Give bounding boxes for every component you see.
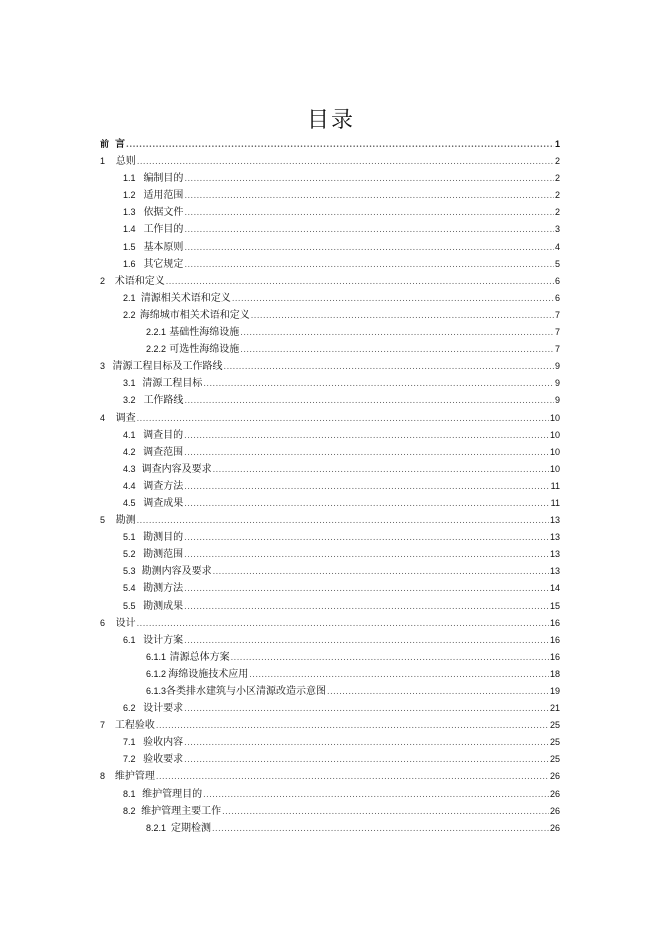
toc-dot-leader xyxy=(184,478,549,495)
toc-entry-label: 勘测成果 xyxy=(143,600,184,612)
toc-dot-leader xyxy=(126,136,554,153)
toc-entry[interactable] xyxy=(100,239,560,256)
toc-dot-leader xyxy=(184,751,549,768)
toc-entry-page: 7 xyxy=(554,344,560,355)
toc-entry-page: 11 xyxy=(550,480,560,491)
toc-entry-label: 基本原则 xyxy=(143,241,184,253)
toc-dot-leader xyxy=(137,410,549,427)
toc-entry-label: 依据文件 xyxy=(143,207,184,219)
toc-entry-label: 验收内容 xyxy=(143,737,184,749)
toc-entry-page: 10 xyxy=(549,429,560,440)
toc-entry-label: 定期检测 xyxy=(171,822,212,834)
toc-entry-page: 1 xyxy=(554,139,560,149)
toc-dot-leader xyxy=(184,239,554,256)
toc-entry-page: 26 xyxy=(549,805,560,816)
toc-dot-leader xyxy=(231,649,549,666)
toc-dot-leader xyxy=(212,820,549,837)
toc-entry-number: 7 xyxy=(100,720,106,731)
toc-entry-number: 7.1 xyxy=(123,737,136,748)
toc-entry[interactable] xyxy=(100,290,560,307)
toc-entry[interactable] xyxy=(100,358,560,375)
toc-entry[interactable] xyxy=(100,221,560,238)
toc-entry-page: 10 xyxy=(549,463,560,474)
toc-entry[interactable] xyxy=(100,495,560,512)
toc-entry-page: 16 xyxy=(549,634,560,645)
toc-entry-label: 总则 xyxy=(115,156,136,168)
toc-entry-label: 工程验收 xyxy=(114,720,155,732)
toc-entry-page: 6 xyxy=(554,275,560,286)
toc-entry-label: 调查成果 xyxy=(143,497,184,509)
toc-dot-leader xyxy=(184,221,554,238)
toc-entry-page: 18 xyxy=(549,668,560,679)
toc-dot-leader xyxy=(184,580,549,597)
toc-entry[interactable] xyxy=(100,307,560,324)
toc-entry-page: 25 xyxy=(549,754,560,765)
toc-entry-number: 5.5 xyxy=(123,600,136,611)
toc-entry-number: 1.2 xyxy=(123,190,136,201)
toc-entry[interactable] xyxy=(100,649,560,666)
toc-entry-number: 6.1.2 xyxy=(146,668,167,679)
toc-entry[interactable] xyxy=(100,768,560,785)
toc-entry-page: 2 xyxy=(554,173,560,184)
toc-entry-label: 维护管理主要工作 xyxy=(141,805,222,817)
toc-entry-page: 11 xyxy=(550,497,560,508)
toc-entry-label: 编制目的 xyxy=(143,173,184,185)
toc-entry-number: 1.3 xyxy=(123,207,136,218)
toc-entry-label: 设计要求 xyxy=(143,703,184,715)
toc-entry[interactable] xyxy=(100,392,560,409)
toc-dot-leader xyxy=(184,256,554,273)
toc-entry-label: 可选性海绵设施 xyxy=(169,344,240,356)
toc-entry-label: 清源工程目标及工作路线 xyxy=(112,361,223,373)
toc-entry-number: 5.2 xyxy=(123,549,136,560)
toc-entry[interactable] xyxy=(100,546,560,563)
toc-entry-label: 调查范围 xyxy=(143,446,184,458)
toc-dot-leader xyxy=(213,563,549,580)
toc-entry[interactable] xyxy=(100,444,560,461)
toc-dot-leader xyxy=(184,495,549,512)
toc-entry-page: 13 xyxy=(549,515,560,526)
toc-entry[interactable] xyxy=(100,717,560,734)
toc-entry-page: 15 xyxy=(549,600,560,611)
toc-dot-leader xyxy=(240,324,554,341)
toc-entry-number: 3.2 xyxy=(123,395,136,406)
toc-dot-leader xyxy=(184,170,554,187)
toc-dot-leader xyxy=(203,786,549,803)
toc-entry-label: 各类排水建筑与小区清源改造示意图 xyxy=(166,686,327,697)
toc-entry-number: 1.6 xyxy=(123,258,136,269)
toc-entry-number: 6.2 xyxy=(123,703,136,714)
toc-entry-page: 4 xyxy=(554,241,560,252)
toc-entry[interactable] xyxy=(100,820,560,837)
toc-entry-label: 工作目的 xyxy=(143,224,184,236)
toc-entry-page: 26 xyxy=(549,788,560,799)
toc-entry-label: 勘测内容及要求 xyxy=(141,566,212,578)
toc-entry-label: 维护管理 xyxy=(114,771,155,783)
toc-entry-page: 25 xyxy=(549,737,560,748)
toc-entry-label: 调查目的 xyxy=(143,429,184,441)
toc-entry-page: 2 xyxy=(554,156,560,167)
toc-entry[interactable] xyxy=(100,273,560,290)
toc-entry-number: 5.1 xyxy=(123,532,136,543)
toc-entry-number: 8.1 xyxy=(123,788,136,799)
toc-entry-page: 7 xyxy=(554,309,560,320)
toc-entry-number: 3 xyxy=(100,361,106,372)
toc-entry-label: 清源相关术语和定义 xyxy=(140,292,231,304)
toc-entry-page: 16 xyxy=(549,651,560,662)
toc-dot-leader xyxy=(327,683,549,700)
toc-dot-leader xyxy=(213,461,549,478)
toc-entry[interactable] xyxy=(100,461,560,478)
toc-entry[interactable] xyxy=(100,478,560,495)
toc-entry-page: 9 xyxy=(554,378,560,389)
toc-entry-label: 设计方案 xyxy=(143,634,184,646)
toc-entry[interactable] xyxy=(100,598,560,615)
toc-entry[interactable] xyxy=(100,529,560,546)
toc-entry-page: 26 xyxy=(549,822,560,833)
toc-entry-number: 8 xyxy=(100,771,106,782)
toc-entry[interactable] xyxy=(100,410,560,427)
toc-entry-page: 2 xyxy=(554,190,560,201)
toc-entry[interactable] xyxy=(100,615,560,632)
toc-entry[interactable] xyxy=(100,632,560,649)
page-title: 目录 xyxy=(306,108,355,133)
toc-entry-number: 5.3 xyxy=(123,566,136,577)
toc-entry-page: 10 xyxy=(549,412,560,423)
toc-entry-page: 10 xyxy=(549,446,560,457)
toc-dot-leader xyxy=(137,512,549,529)
toc-dot-leader xyxy=(184,734,549,751)
toc-entry[interactable] xyxy=(100,563,560,580)
table-of-contents xyxy=(100,136,560,837)
toc-dot-leader xyxy=(232,290,554,307)
toc-entry-number: 2.2.1 xyxy=(146,327,167,338)
toc-dot-leader xyxy=(184,444,549,461)
toc-entry-label: 其它规定 xyxy=(143,258,184,270)
toc-entry-page: 6 xyxy=(554,292,560,303)
toc-entry-label: 勘测目的 xyxy=(143,532,184,544)
toc-dot-leader xyxy=(166,273,554,290)
toc-entry-label: 验收要求 xyxy=(143,754,184,766)
toc-entry-label: 基础性海绵设施 xyxy=(169,327,240,339)
toc-dot-leader xyxy=(156,717,549,734)
toc-entry-label: 勘测方法 xyxy=(143,583,184,595)
toc-dot-leader xyxy=(184,187,554,204)
toc-entry[interactable] xyxy=(100,170,560,187)
toc-dot-leader xyxy=(184,598,549,615)
toc-entry[interactable] xyxy=(100,341,560,358)
toc-entry-page: 16 xyxy=(549,617,560,628)
toc-dot-leader xyxy=(184,392,554,409)
toc-dot-leader xyxy=(184,529,549,546)
toc-entry[interactable] xyxy=(100,683,560,700)
toc-entry-number: 5 xyxy=(100,515,106,526)
toc-dot-leader xyxy=(184,204,554,221)
toc-entry[interactable] xyxy=(100,187,560,204)
toc-dot-leader xyxy=(184,546,549,563)
toc-entry-label: 调查内容及要求 xyxy=(141,463,212,475)
toc-dot-leader xyxy=(184,632,549,649)
toc-entry-number: 8.2.1 xyxy=(146,822,167,833)
toc-entry-number: 4.2 xyxy=(123,446,136,457)
toc-entry-page: 25 xyxy=(549,720,560,731)
toc-entry-number: 8.2 xyxy=(123,805,136,816)
toc-entry-number: 2.1 xyxy=(123,292,136,303)
toc-entry-page: 19 xyxy=(549,686,560,696)
toc-entry-page: 9 xyxy=(554,361,560,372)
toc-entry-label: 海绵城市相关术语和定义 xyxy=(139,309,250,321)
toc-entry-page: 9 xyxy=(554,395,560,406)
toc-entry-number: 2 xyxy=(100,275,106,286)
toc-entry-number: 4.1 xyxy=(123,429,136,440)
toc-entry-number: 5.4 xyxy=(123,583,136,594)
toc-entry-label: 术语和定义 xyxy=(114,275,165,287)
toc-entry-label: 工作路线 xyxy=(143,395,184,407)
toc-entry[interactable] xyxy=(100,256,560,273)
toc-dot-leader xyxy=(222,803,549,820)
toc-entry-page: 13 xyxy=(549,549,560,560)
toc-entry-number: 4.5 xyxy=(123,497,136,508)
toc-entry[interactable] xyxy=(100,751,560,768)
toc-entry-page: 26 xyxy=(549,771,560,782)
toc-entry[interactable] xyxy=(100,204,560,221)
toc-entry[interactable] xyxy=(100,786,560,803)
toc-entry[interactable] xyxy=(100,375,560,392)
toc-entry-number: 6.1.3 xyxy=(146,686,167,696)
toc-entry-number: 4.4 xyxy=(123,480,136,491)
toc-dot-leader xyxy=(137,615,549,632)
toc-entry[interactable] xyxy=(100,324,560,341)
toc-entry-label: 维护管理目的 xyxy=(142,788,203,800)
toc-dot-leader xyxy=(251,307,554,324)
toc-dot-leader xyxy=(137,153,554,170)
toc-entry[interactable] xyxy=(100,734,560,751)
toc-entry-page: 14 xyxy=(549,583,560,594)
toc-entry-label: 言 xyxy=(115,139,126,150)
toc-entry-label: 适用范围 xyxy=(143,190,184,202)
toc-entry-number: 前 xyxy=(100,140,110,150)
toc-entry-number: 1.1 xyxy=(123,173,136,184)
toc-entry-number: 4 xyxy=(100,412,106,423)
toc-entry[interactable] xyxy=(100,512,560,529)
toc-entry-page: 2 xyxy=(554,207,560,218)
toc-entry-number: 3.1 xyxy=(123,378,136,389)
toc-entry-page: 13 xyxy=(549,532,560,543)
toc-dot-leader xyxy=(203,375,554,392)
toc-dot-leader xyxy=(224,358,554,375)
toc-entry-number: 6.1 xyxy=(123,634,136,645)
toc-entry[interactable] xyxy=(100,666,560,683)
toc-entry-number: 1 xyxy=(100,156,106,167)
toc-entry-label: 海绵设施技术应用 xyxy=(168,668,249,680)
toc-dot-leader xyxy=(249,666,549,683)
toc-entry-number: 2.2.2 xyxy=(146,344,167,355)
toc-entry[interactable] xyxy=(100,153,560,170)
toc-entry-label: 勘测范围 xyxy=(143,549,184,561)
toc-dot-leader xyxy=(184,427,549,444)
toc-entry[interactable] xyxy=(100,427,560,444)
toc-entry-label: 调查 xyxy=(115,412,136,424)
toc-entry-page: 7 xyxy=(554,327,560,338)
toc-entry-number: 7.2 xyxy=(123,754,136,765)
toc-entry-number: 6 xyxy=(100,617,106,628)
toc-entry-label: 设计 xyxy=(115,617,136,629)
toc-entry-number: 6.1.1 xyxy=(146,651,167,662)
toc-dot-leader xyxy=(184,700,549,717)
toc-dot-leader xyxy=(240,341,554,358)
toc-entry-label: 调查方法 xyxy=(143,480,184,492)
toc-entry-label: 清源总体方案 xyxy=(169,651,230,663)
toc-entry[interactable] xyxy=(100,136,560,153)
toc-dot-leader xyxy=(156,768,549,785)
toc-entry-number: 4.3 xyxy=(123,463,136,474)
toc-entry-label: 清源工程目标 xyxy=(142,378,203,390)
toc-entry-page: 5 xyxy=(554,258,560,269)
toc-entry-page: 13 xyxy=(549,566,560,577)
toc-entry-page: 21 xyxy=(549,703,560,714)
toc-entry[interactable] xyxy=(100,803,560,820)
toc-entry-number: 1.5 xyxy=(123,241,136,252)
toc-entry-page: 3 xyxy=(554,224,560,235)
toc-entry-label: 勘测 xyxy=(115,515,136,527)
toc-entry[interactable] xyxy=(100,580,560,597)
toc-entry[interactable] xyxy=(100,700,560,717)
toc-entry-number: 2.2 xyxy=(123,309,136,320)
toc-entry-number: 1.4 xyxy=(123,224,136,235)
